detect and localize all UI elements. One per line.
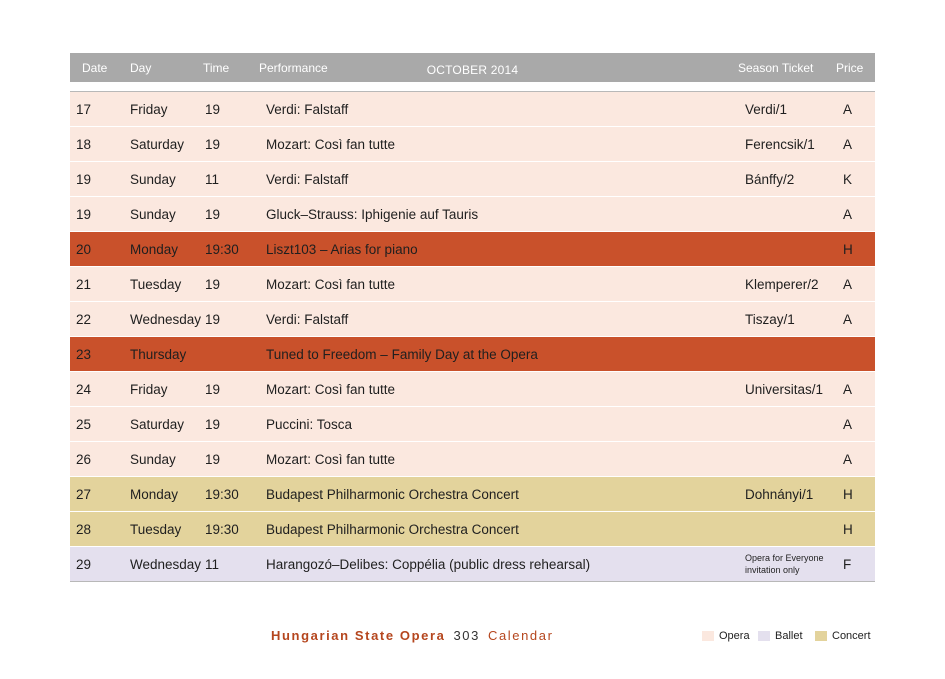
performance-cell: Mozart: Così fan tutte bbox=[266, 451, 396, 467]
table-row bbox=[70, 476, 875, 511]
header-date: Date bbox=[82, 61, 108, 75]
time-cell: 19:30 bbox=[205, 486, 239, 502]
footer-section: Calendar bbox=[487, 628, 554, 643]
table-row bbox=[70, 161, 875, 196]
day-cell: Sunday bbox=[130, 206, 176, 222]
date-cell: 28 bbox=[76, 521, 92, 537]
performance-cell: Puccini: Tosca bbox=[266, 416, 353, 432]
performance-cell: Budapest Philharmonic Orchestra Concert bbox=[266, 486, 519, 502]
legend-ballet bbox=[758, 630, 803, 642]
day-cell: Sunday bbox=[130, 171, 176, 187]
performance-cell: Harangozó–Delibes: Coppélia (public dress rehearsal) bbox=[266, 556, 591, 572]
legend-ballet-label: Ballet bbox=[775, 630, 803, 642]
row-divider bbox=[70, 581, 875, 582]
day-cell: Tuesday bbox=[130, 521, 182, 537]
header-day: Day bbox=[130, 61, 152, 75]
time-cell: 19 bbox=[205, 276, 221, 292]
day-cell: Tuesday bbox=[130, 276, 182, 292]
performance-cell: Verdi: Falstaff bbox=[266, 171, 349, 187]
price-cell: A bbox=[843, 311, 853, 327]
season-ticket-cell: Tiszay/1 bbox=[745, 311, 795, 327]
day-cell: Thursday bbox=[130, 346, 187, 362]
day-cell: Friday bbox=[130, 381, 168, 397]
table-row bbox=[70, 301, 875, 336]
season-ticket-cell: Opera for Everyone invitation only bbox=[745, 553, 824, 575]
legend-opera bbox=[702, 630, 750, 642]
date-cell: 29 bbox=[76, 556, 92, 572]
legend-ballet-swatch bbox=[758, 631, 770, 641]
performance-cell: Mozart: Così fan tutte bbox=[266, 381, 396, 397]
price-cell: H bbox=[843, 241, 853, 257]
header-performance: Performance bbox=[259, 61, 328, 75]
table-row bbox=[70, 371, 875, 406]
date-cell: 18 bbox=[76, 136, 92, 152]
time-cell: 19 bbox=[205, 416, 221, 432]
performance-cell: Liszt103 – Arias for piano bbox=[266, 241, 418, 257]
legend-concert-swatch bbox=[815, 631, 827, 641]
date-cell: 20 bbox=[76, 241, 92, 257]
date-cell: 22 bbox=[76, 311, 92, 327]
performance-cell: Mozart: Così fan tutte bbox=[266, 136, 396, 152]
page-number: 303 bbox=[453, 628, 480, 643]
calendar-table bbox=[70, 53, 875, 582]
legend-concert-label: Concert bbox=[832, 630, 871, 642]
time-cell: 19 bbox=[205, 206, 221, 222]
footer-caption bbox=[271, 628, 554, 643]
performance-cell: Mozart: Così fan tutte bbox=[266, 276, 396, 292]
legend-concert bbox=[815, 630, 871, 642]
performance-cell: Verdi: Falstaff bbox=[266, 101, 349, 117]
date-cell: 17 bbox=[76, 101, 92, 117]
day-cell: Friday bbox=[130, 101, 168, 117]
time-cell: 19 bbox=[205, 101, 221, 117]
page-footer bbox=[0, 625, 945, 649]
table-row bbox=[70, 406, 875, 441]
month-title: OCTOBER 2014 bbox=[426, 63, 519, 77]
time-cell: 19:30 bbox=[205, 521, 239, 537]
price-cell: A bbox=[843, 276, 853, 292]
price-cell: F bbox=[843, 556, 852, 572]
footer-organization: Hungarian State Opera bbox=[271, 628, 446, 643]
season-ticket-cell: Klemperer/2 bbox=[745, 276, 819, 292]
date-cell: 21 bbox=[76, 276, 92, 292]
price-cell: H bbox=[843, 486, 853, 502]
date-cell: 19 bbox=[76, 206, 92, 222]
price-cell: H bbox=[843, 521, 853, 537]
season-ticket-cell: Universitas/1 bbox=[745, 381, 824, 397]
header-spacer bbox=[70, 82, 875, 91]
header-season-ticket: Season Ticket bbox=[738, 61, 814, 75]
date-cell: 27 bbox=[76, 486, 92, 502]
date-cell: 26 bbox=[76, 451, 92, 467]
performance-cell: Verdi: Falstaff bbox=[266, 311, 349, 327]
time-cell: 19 bbox=[205, 451, 221, 467]
table-row bbox=[70, 441, 875, 476]
season-ticket-cell: Verdi/1 bbox=[745, 101, 788, 117]
time-cell: 19 bbox=[205, 381, 221, 397]
date-cell: 23 bbox=[76, 346, 92, 362]
table-body bbox=[70, 92, 875, 581]
date-cell: 24 bbox=[76, 381, 92, 397]
table-row bbox=[70, 336, 875, 371]
price-cell: A bbox=[843, 136, 853, 152]
table-row bbox=[70, 511, 875, 546]
table-row bbox=[70, 546, 875, 581]
price-cell: A bbox=[843, 206, 853, 222]
time-cell: 11 bbox=[205, 556, 220, 572]
day-cell: Monday bbox=[130, 241, 179, 257]
legend-opera-label: Opera bbox=[719, 630, 750, 642]
time-cell: 19 bbox=[205, 136, 221, 152]
season-ticket-cell: Dohnányi/1 bbox=[745, 486, 814, 502]
performance-cell: Tuned to Freedom – Family Day at the Opera bbox=[266, 346, 538, 362]
table-row bbox=[70, 231, 875, 266]
day-cell: Saturday bbox=[130, 136, 185, 152]
price-cell: K bbox=[843, 171, 853, 187]
date-cell: 19 bbox=[76, 171, 92, 187]
header-price: Price bbox=[836, 61, 864, 75]
table-row bbox=[70, 266, 875, 301]
price-cell: A bbox=[843, 381, 853, 397]
day-cell: Monday bbox=[130, 486, 179, 502]
table-row bbox=[70, 92, 875, 126]
time-cell: 19:30 bbox=[205, 241, 239, 257]
performance-cell: Budapest Philharmonic Orchestra Concert bbox=[266, 521, 519, 537]
table-header bbox=[70, 53, 875, 82]
time-cell: 19 bbox=[205, 311, 221, 327]
day-cell: Wednesday bbox=[130, 311, 202, 327]
season-ticket-cell: Ferencsik/1 bbox=[745, 136, 815, 152]
performance-cell: Gluck–Strauss: Iphigenie auf Tauris bbox=[266, 206, 479, 222]
day-cell: Sunday bbox=[130, 451, 176, 467]
date-cell: 25 bbox=[76, 416, 92, 432]
table-row bbox=[70, 126, 875, 161]
season-ticket-cell: Bánffy/2 bbox=[745, 171, 795, 187]
time-cell: 11 bbox=[205, 171, 220, 187]
table-row bbox=[70, 196, 875, 231]
price-cell: A bbox=[843, 101, 853, 117]
legend-opera-swatch bbox=[702, 631, 714, 641]
price-cell: A bbox=[843, 416, 853, 432]
header-time: Time bbox=[203, 61, 230, 75]
day-cell: Saturday bbox=[130, 416, 185, 432]
price-cell: A bbox=[843, 451, 853, 467]
day-cell: Wednesday bbox=[130, 556, 202, 572]
